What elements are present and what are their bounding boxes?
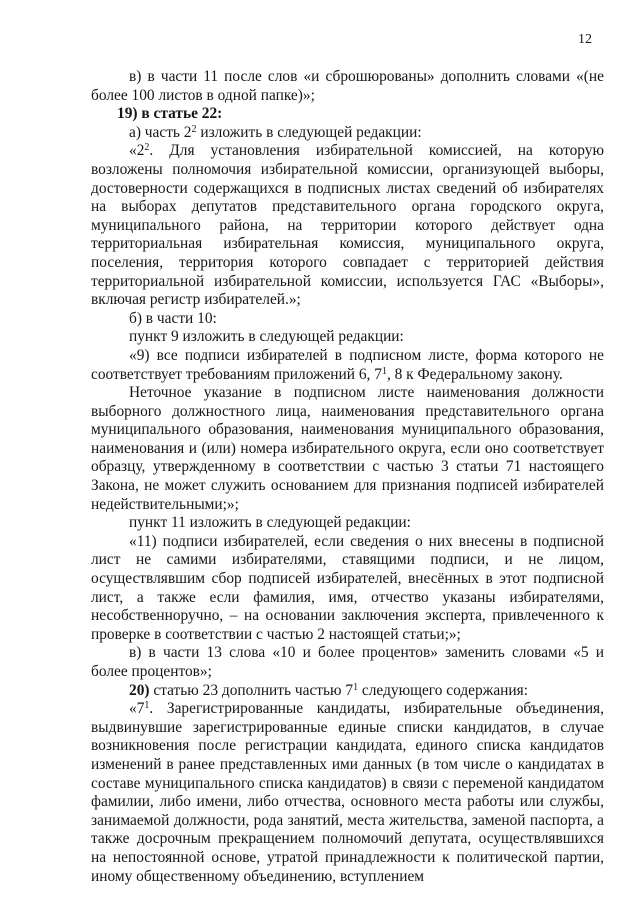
text-fragment: «9) все подписи избирателей в подписном листе, форма которого не соответствует требованиям приложений 6, 7: [91, 346, 604, 383]
paragraph-item-a-part-2-2: [91, 124, 604, 143]
paragraph-item-20: [91, 682, 604, 701]
paragraph-item-v-part-13: в) в части 13 слова «10 и более процентов» заменить словами «5 и более процентов»;: [91, 644, 604, 680]
text-fragment: изложить в следующей редакции:: [196, 123, 422, 141]
document-body: [91, 68, 604, 886]
paragraph-item-b-part-10: б) в части 10:: [129, 309, 217, 327]
paragraph-item-v-part-11: в) в части 11 после слов «и сброшюрованы» дополнить словами «(не более 100 листов в одной папке)»;: [91, 68, 604, 104]
paragraph-part-7-1-text: [91, 700, 604, 886]
paragraph-point-9-text: [91, 347, 604, 384]
text-fragment: . Для установления избирательной комиссией, на которую возложены полномочия избирательной комиссии, организующей выборы, достоверности содержащихся в подписных листах сведений об избирателях на выборах депутатов представительного органа городского округа, муниципального района, на территории которого действует одна территориальная избирательная комиссия, муниципального округа, поселения, территория которого совпадает с территорией действия территориальной избирательной комиссии, используется ГАС «Выборы», включая регистр избирателей.»;: [91, 142, 604, 309]
text-fragment: «2: [129, 142, 145, 160]
paragraph-part-2-2-text: [91, 142, 604, 309]
text-fragment: , 8 к Федеральному закону.: [386, 365, 563, 383]
heading-item-19: 19) в статье 22:: [117, 105, 223, 123]
superscript: 2: [191, 123, 197, 135]
paragraph-inaccurate-indication: Неточное указание в подписном листе наименования должности выборного должностного лица, наименования представительного органа муниципального образования, наименования муниципального образования, наименования и (или) номера избирательного округа, если оно соответствует образцу, утвержденному в соответствии с частью 3 статьи 71 настоящего Закона, не может служить основанием для признания подписей избирателей недействительными;»;: [91, 384, 604, 513]
text-fragment: статью 23 дополнить частью 7: [149, 681, 354, 699]
page-number: 12: [578, 32, 592, 47]
item-number: 20): [129, 681, 150, 699]
superscript: 1: [353, 681, 359, 693]
paragraph-point-11-intro: пункт 11 изложить в следующей редакции:: [129, 514, 411, 532]
superscript: 2: [144, 142, 150, 154]
text-fragment: «7: [129, 700, 145, 718]
paragraph-point-11-text: «11) подписи избирателей, если сведения о них внесены в подписной лист не самими избирателями, ставящими подписи, и не лицом, осуществлявшим сбор подписей избирателей, внесённых в этот подписной лист, а также если фамилия, имя, отчество указаны избирателями, несобственноручно, – на основании заключения эксперта, привлеченного к проверке в соответствии с частью 2 настоящей статьи;»;: [91, 532, 604, 643]
text-fragment: . Зарегистрированные кандидаты, избирательные объединения, выдвинувшие зарегистрированные единые списки кандидатов, в случае возникновения после регистрации кандидата, единого списка кандидатов изменений в ранее представленных ими данных (в том числе о кандидатах в составе муниципального списка кандидатов) в связи с переменой кандидатом фамилии, либо имени, либо отчества, основного места работы или службы, занимаемой должности, рода занятий, места жительства, заменой паспорта, а также досрочным прекращением полномочий депутата, осуществлявшихся на непостоянной основе, утратой принадлежности к политической партии, иному общественному объединению, вступлением: [91, 700, 604, 885]
superscript: 1: [381, 365, 387, 377]
paragraph-point-9-intro: пункт 9 изложить в следующей редакции:: [129, 328, 404, 346]
text-fragment: а) часть 2: [129, 123, 192, 141]
text-fragment: следующего содержания:: [358, 681, 528, 699]
superscript: 1: [144, 700, 150, 712]
